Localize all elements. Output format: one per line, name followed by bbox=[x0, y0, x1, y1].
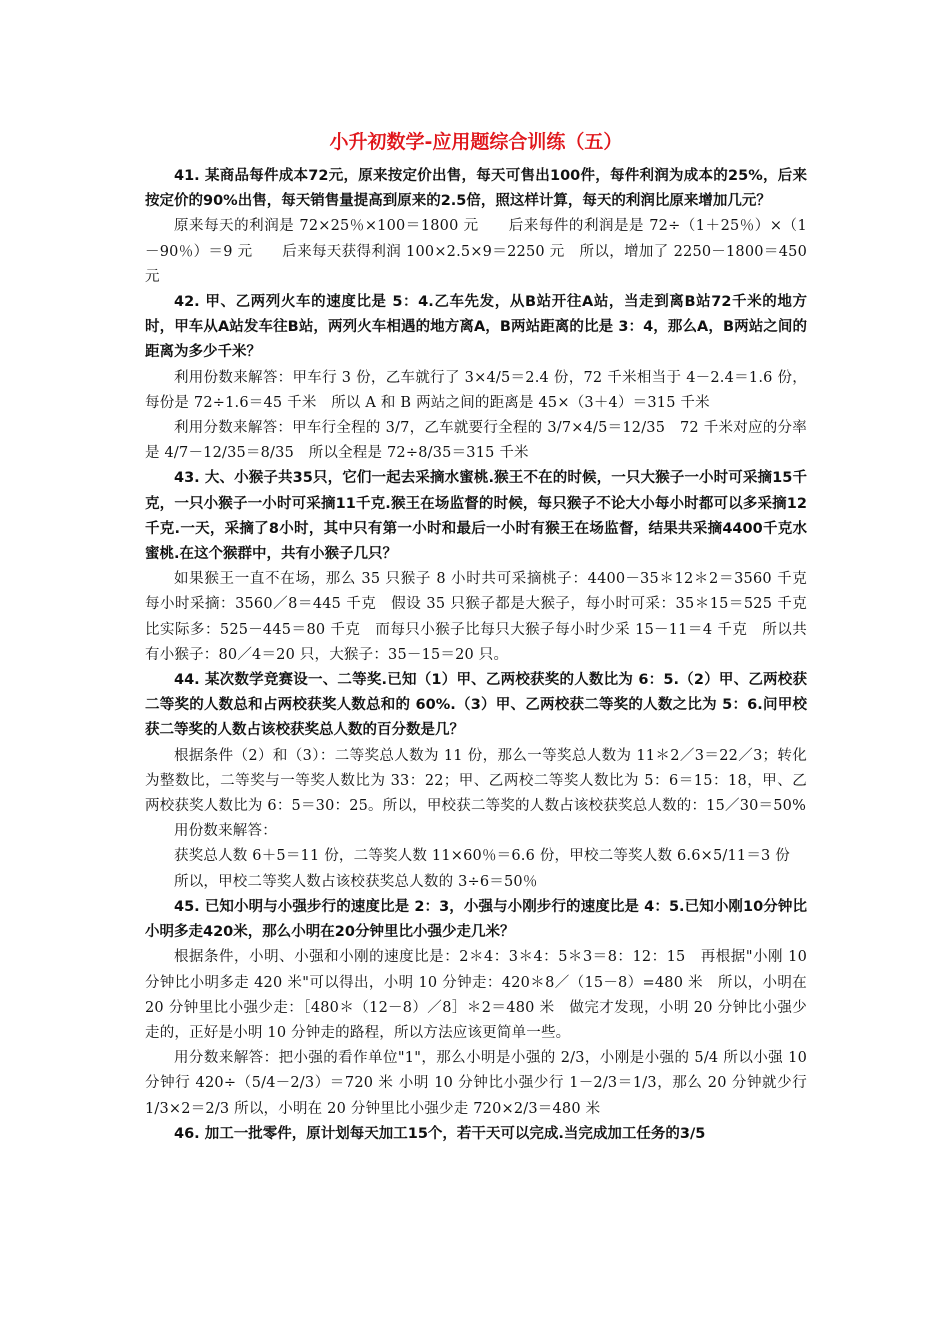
answer-44-method-2-conclusion: 所以，甲校二等奖人数占该校获奖总人数的 3÷6＝50％ bbox=[174, 873, 538, 890]
answer-44-method-2-heading: 用份数来解答： bbox=[174, 823, 277, 840]
answer-42-method-2: 利用分数来解答：甲车行全程的 3/7，乙车就要行全程的 3/7×4/5＝12/35 72 千米对应的分率是 4/7－12/35＝8/35 所以全程是 72÷8/35＝315 千米 bbox=[145, 420, 807, 462]
answer-45-method-1: 根据条件，小明、小强和小刚的速度比是：2＊4：3＊4：5＊3＝8：12：15 再根据"小刚 10 分钟比小明多走 420 米"可以得出，小明 10 分钟走：420＊8／（15－8）=480 米 所以，小明在 20 分钟里比小强少走：［480＊（12－8）／8］＊2＝480 米 做完才发现，小明 20 分钟比小强少走的，正好是小明 10 分钟走的路程，所以方法应该更简单一些。 bbox=[145, 949, 807, 1041]
answer-41: 原来每天的利润是 72×25％×100＝1800 元 后来每件的利润是是 72÷（1＋25％）×（1－90％）＝9 元 后来每天获得利润 100×2.5×9＝2250 元 所以，增加了 2250－1800＝450 元 bbox=[145, 218, 807, 285]
answer-45-method-2: 用分数来解答：把小强的看作单位"1"，那么小明是小强的 2/3，小刚是小强的 5/4 所以小强 10 分钟行 420÷（5/4－2/3）＝720 米 小明 10 分钟比小强少行 1－2/3＝1/3，那么 20 分钟就少行 1/3×2＝2/3 所以，小明在 20 分钟里比小强少走 720×2/3＝480 米 bbox=[145, 1050, 807, 1117]
answer-43: 如果猴王一直不在场，那么 35 只猴子 8 小时共可采摘桃子：4400－35＊12＊2＝3560 千克 每小时采摘：3560／8＝445 千克 假设 35 只猴子都是大猴子，每小时可采：35＊15＝525 千克 比实际多：525－445＝80 千克 而每只小猴子比每只大猴子每小时少采 15－11＝4 千克 所以共有小猴子：80／4＝20 只，大猴子：35－15＝20 只。 bbox=[145, 571, 822, 663]
document-page bbox=[145, 128, 822, 1147]
question-41: 41. 某商品每件成本72元，原来按定价出售，每天可售出100件，每件利润为成本的25%，后来按定价的90%出售，每天销售量提高到原来的2.5倍，照这样计算，每天的利润比原来增加几元？ bbox=[145, 168, 807, 210]
document-title: 小升初数学-应用题综合训练（五） bbox=[329, 131, 623, 153]
question-42: 42. 甲、乙两列火车的速度比是 5：4.乙车先发，从B站开往A站，当走到离B站72千米的地方时，甲车从A站发车往B站，两列火车相遇的地方离A，B两站距离的比是 3：4，那么A，B两站之间的距离为多少千米？ bbox=[145, 294, 807, 361]
answer-42-method-1: 利用份数来解答：甲车行 3 份，乙车就行了 3×4/5＝2.4 份，72 千米相当于 4－2.4＝1.6 份，每份是 72÷1.6＝45 千米 所以 A 和 B 两站之间的距离是 45×（3＋4）＝315 千米 bbox=[145, 369, 807, 411]
answer-44-method-2-step: 获奖总人数 6＋5＝11 份，二等奖人数 11×60％＝6.6 份，甲校二等奖人数 6.6×5/11＝3 份 bbox=[174, 848, 790, 865]
question-44: 44. 某次数学竞赛设一、二等奖.已知（1）甲、乙两校获奖的人数比为 6：5.（2）甲、乙两校获二等奖的人数总和占两校获奖人数总和的 60%.（3）甲、乙两校获二等奖的人数之比为 5：6.问甲校获二等奖的人数占该校获奖总人数的百分数是几？ bbox=[145, 672, 807, 739]
question-46: 46. 加工一批零件，原计划每天加工15个，若干天可以完成.当完成加工任务的3/5 bbox=[174, 1125, 706, 1142]
question-43: 43. 大、小猴子共35只，它们一起去采摘水蜜桃.猴王不在的时候，一只大猴子一小时可采摘15千克，一只小猴子一小时可采摘11千克.猴王在场监督的时候，每只猴子不论大小每小时都可以多采摘12千克.一天，采摘了8小时，其中只有第一小时和最后一小时有猴王在场监督，结果共采摘4400千克水蜜桃.在这个猴群中，共有小猴子几只？ bbox=[145, 470, 807, 563]
answer-44-method-1: 根据条件（2）和（3）：二等奖总人数为 11 份，那么一等奖总人数为 11＊2／3＝22／3；转化为整数比，二等奖与一等奖人数比为 33：22；甲、乙两校二等奖人数比为 5：6＝15：18，甲、乙两校获奖人数比为 6：5＝30：25。所以，甲校获二等奖的人数占该校获奖总人数的：15／30＝50% bbox=[145, 747, 807, 815]
question-45: 45. 已知小明与小强步行的速度比是 2：3，小强与小刚步行的速度比是 4：5.已知小刚10分钟比小明多走420米，那么小明在20分钟里比小强少走几米？ bbox=[145, 898, 807, 941]
